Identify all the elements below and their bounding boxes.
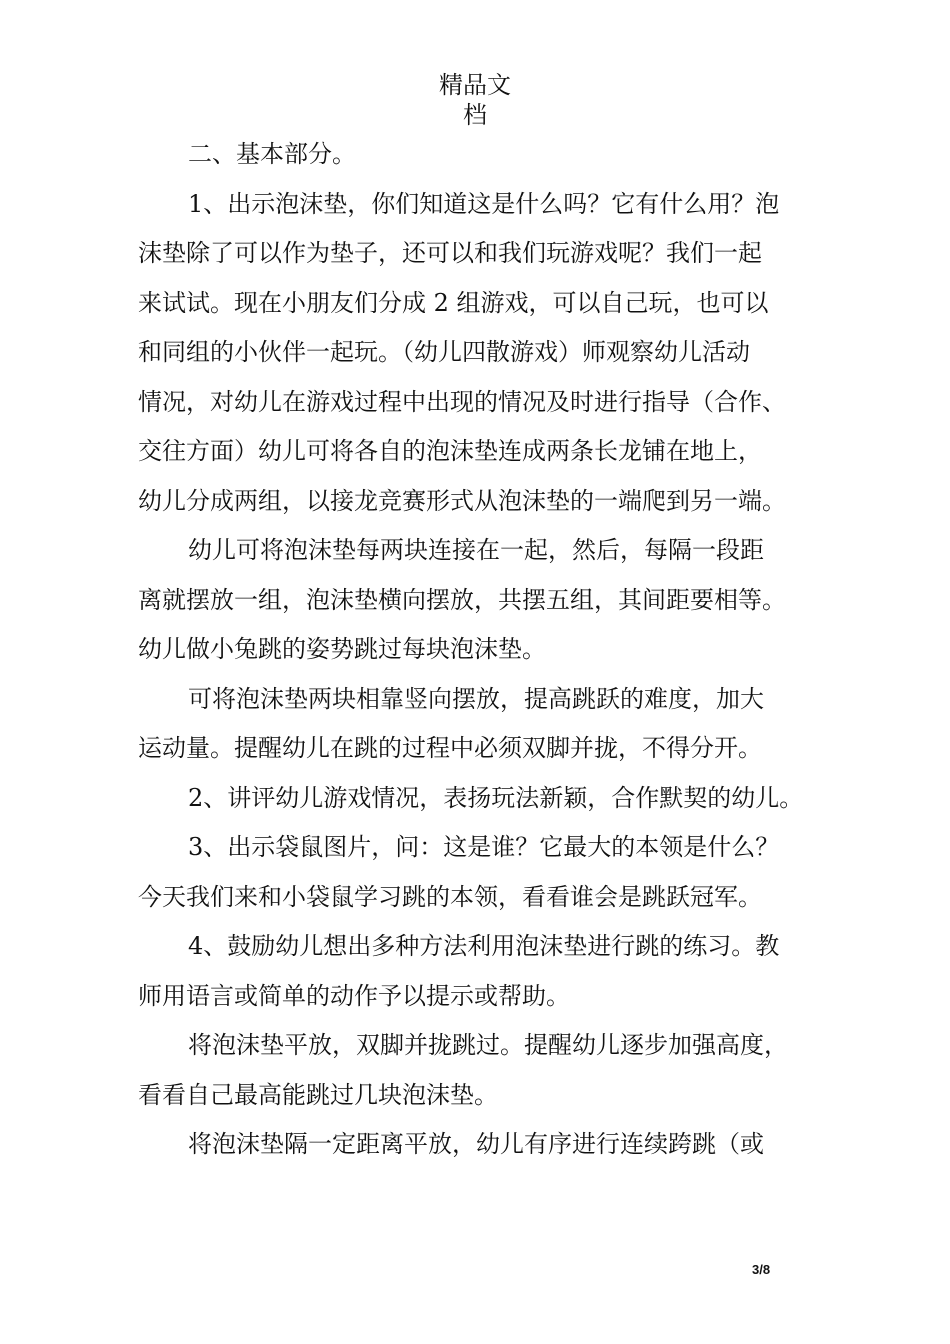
text-line: 看看自己最高能跳过几块泡沫垫。 [138,1080,498,1109]
text-line: 2、讲评幼儿游戏情况，表扬玩法新颖，合作默契的幼儿。 [188,783,804,812]
text-line: 幼儿分成两组，以接龙竞赛形式从泡沫垫的一端爬到另一端。 [138,486,786,515]
text-line: 交往方面）幼儿可将各自的泡沫垫连成两条长龙铺在地上， [138,437,762,465]
text-line: 二、基本部分。 [188,140,356,168]
page-number: 3/8 [752,1262,771,1277]
header-line-2: 档 [463,101,487,129]
text-line: 幼儿可将泡沫垫每两块连接在一起，然后，每隔一段距 [188,536,764,564]
page-header [0,70,950,130]
text-line: 将泡沫垫隔一定距离平放，幼儿有序进行连续跨跳（或 [188,1130,764,1158]
text-line: 来试试。现在小朋友们分成 2 组游戏，可以自己玩，也可以 [138,288,769,317]
text-line: 运动量。提醒幼儿在跳的过程中必须双脚并拢，不得分开。 [138,734,762,762]
text-line: 1、出示泡沫垫，你们知道这是什么吗？它有什么用？泡 [188,189,780,218]
text-line: 3、出示袋鼠图片，问：这是谁？它最大的本领是什么？ [188,833,780,861]
text-line: 幼儿做小兔跳的姿势跳过每块泡沫垫。 [138,635,546,663]
header-line-1: 精品文 [439,71,511,99]
text-line: 离就摆放一组，泡沫垫横向摆放，共摆五组，其间距要相等。 [138,585,786,614]
text-line: 沫垫除了可以作为垫子，还可以和我们玩游戏呢？我们一起 [138,239,762,267]
text-line: 师用语言或简单的动作予以提示或帮助。 [138,981,570,1010]
text-line: 可将泡沫垫两块相靠竖向摆放，提高跳跃的难度，加大 [188,684,764,713]
text-line: 将泡沫垫平放，双脚并拢跳过。提醒幼儿逐步加强高度， [188,1031,788,1059]
text-line: 今天我们来和小袋鼠学习跳的本领，看看谁会是跳跃冠军。 [138,882,762,911]
text-line: 4、鼓励幼儿想出多种方法利用泡沫垫进行跳的练习。教 [188,932,780,960]
text-line: 和同组的小伙伴一起玩。（幼儿四散游戏）师观察幼儿活动 [138,338,750,366]
document-body [138,136,818,1176]
text-line: 情况，对幼儿在游戏过程中出现的情况及时进行指导（合作、 [138,387,786,416]
